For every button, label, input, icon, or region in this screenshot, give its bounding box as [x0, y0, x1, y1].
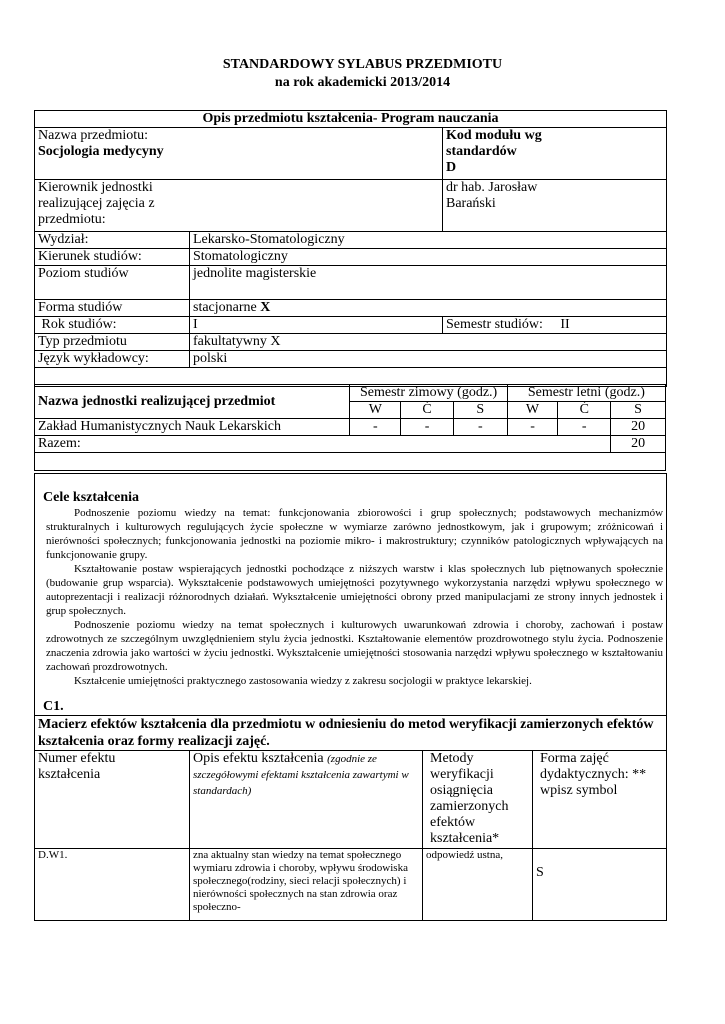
semester-cell [443, 317, 667, 334]
hours-value: - [401, 419, 454, 436]
direction-label: Kierunek studiów: [35, 249, 190, 266]
winter-w-header: W [350, 402, 401, 419]
number-header: Numer efektu kształcenia [38, 751, 116, 782]
table-row [35, 849, 667, 921]
unit-header: Nazwa jednostki realizującej przedmiot [35, 385, 350, 419]
syllabus-table [34, 110, 667, 387]
type-value: fakultatywny X [190, 334, 667, 351]
summer-s-header: S [611, 402, 666, 419]
hours-value: - [453, 419, 507, 436]
method-header: Metody weryfikacji osiągnięcia zamierzonych efektów kształcenia* [430, 751, 509, 846]
effect-method: odpowiedź ustna, [423, 849, 533, 921]
semester-label: Semestr studiów: [446, 317, 543, 332]
hours-value: - [558, 419, 611, 436]
section-title: Opis przedmiotu kształcenia- Program nauczania [35, 111, 667, 128]
col-method-header [423, 751, 533, 849]
summer-w-header: W [507, 402, 558, 419]
description-header: Opis efektu kształcenia [193, 751, 324, 766]
unit-head-label-cell [35, 180, 443, 232]
unit-name: Zakład Humanistycznych Nauk Lekarskich [35, 419, 350, 436]
matrix-title: Macierz efektów kształcenia dla przedmiotu w odniesieniu do metod weryfikacji zamierzonych efektów kształcenia oraz formy realizacji zajęć. [35, 716, 667, 751]
form-header: Forma zajęć dydaktycznych: ** wpisz symbol [540, 751, 647, 798]
winter-header: Semestr zimowy (godz.) [350, 385, 507, 402]
level-value: jednolite magisterskie [190, 266, 667, 300]
summer-c-header: Ć [558, 402, 611, 419]
faculty-value: Lekarsko-Stomatologiczny [190, 232, 667, 249]
form-value: stacjonarne [193, 300, 257, 315]
module-code-cell [443, 128, 667, 180]
hours-table [34, 384, 666, 471]
direction-value: Stomatologiczny [190, 249, 667, 266]
goals-cell [35, 474, 667, 716]
year-value: I [190, 317, 443, 334]
hours-value: - [350, 419, 401, 436]
col-form-header [533, 751, 667, 849]
form-mark: X [260, 300, 271, 315]
col-description-header [190, 751, 423, 849]
winter-c-header: Ć [401, 402, 454, 419]
type-label: Typ przedmiotu [35, 334, 190, 351]
total-label: Razem: [35, 436, 611, 453]
goals-title: Cele kształcenia [43, 490, 140, 505]
goals-text [38, 506, 663, 688]
form-value-cell [190, 300, 667, 317]
unit-head-value: dr hab. Jarosław Barański [446, 180, 538, 211]
semester-value: II [560, 317, 570, 332]
faculty-label: Wydział: [35, 232, 190, 249]
subject-value: Socjologia medycyny [38, 144, 164, 159]
total-value: 20 [611, 436, 666, 453]
goals-table [34, 473, 667, 921]
summer-header: Semestr letni (godz.) [507, 385, 665, 402]
effect-form: S [533, 849, 667, 921]
goal-paragraph: Kształtowanie postaw wspierających jednostki pochodzące z niższych warstw i klas społecznych lub piętnowanych społecznie (budowanie grup wsparcia). Wykształcenie podstawowych umiejętności pozytywnego wykorzystania narzędzi wpływu społecznego w autoprezentacji i realizacji różnorodnych działań. Wykształcenie umiejętności obrony przed manipulacjami ze strony innych jednostek i grup społecznych. [46, 563, 664, 617]
unit-head-value-cell [443, 180, 667, 232]
year-label: Rok studiów: [35, 317, 190, 334]
subject-cell [35, 128, 443, 180]
goal-paragraph: Kształcenie umiejętności praktycznego zastosowania wiedzy z zakresu socjologii w praktyce lekarskiej. [74, 675, 532, 687]
form-label: Forma studiów [35, 300, 190, 317]
module-code-label: Kod modułu wg standardów [446, 128, 542, 159]
empty-row [35, 453, 666, 471]
hours-value: - [507, 419, 558, 436]
c1-label: C1. [43, 699, 64, 714]
description-note: (zgodnie ze szczegółowymi efektami kształcenia zawartymi w standardach) [193, 753, 409, 797]
effect-number: D.W1. [35, 849, 190, 921]
academic-year: na rok akademicki 2013/2014 [274, 75, 451, 90]
level-label: Poziom studiów [35, 266, 190, 300]
subject-label: Nazwa przedmiotu: [38, 128, 149, 143]
language-value: polski [190, 351, 667, 368]
goal-paragraph: Podnoszenie poziomu wiedzy na temat: funkcjonowania zbiorowości i grup społecznych; podstawowych mechanizmów strukturalnych i kulturowych regulujących życie społeczne w wymiarze zarówno jednostkowym, jak i grupowym; zróżnicowań i nierówności społecznych; funkcjonowania jednostki na poziomie mikro- i makrostruktury; czynników patologicznych wpływających na funkcjonowanie grupy. [46, 507, 664, 561]
table-row [35, 419, 666, 436]
effect-description: zna aktualny stan wiedzy na temat społecznego wymiaru zdrowia i choroby, wpływu środowiska społecznego(rodziny, sieci relacji społecznych) i nierówności społecznych na stan zdrowia oraz społeczno- [190, 849, 423, 921]
hours-value: 20 [611, 419, 666, 436]
goal-paragraph: Podnoszenie poziomu wiedzy na temat społecznych i kulturowych uwarunkowań zdrowia i choroby, zachowań i postaw zdrowotnych ze szczególnym uwzględnieniem stylu życia jednostki. Kształtowanie elementów prozdrowotnego stylu życia. Podnoszenie znaczenia zdrowia jako wartości w życiu jednostki. Wykształcenie umiejętności stosowania narzędzi wpływu społecznego w kształtowaniu zachowań prozdrowotnych. [46, 619, 664, 673]
document-title: STANDARDOWY SYLABUS PRZEDMIOTU [222, 57, 503, 72]
unit-head-label: Kierownik jednostki realizującej zajęcia z przedmiotu: [38, 180, 155, 227]
module-code-value: D [446, 160, 457, 175]
col-number-header [35, 751, 190, 849]
winter-s-header: S [453, 402, 507, 419]
language-label: Język wykładowcy: [35, 351, 190, 368]
